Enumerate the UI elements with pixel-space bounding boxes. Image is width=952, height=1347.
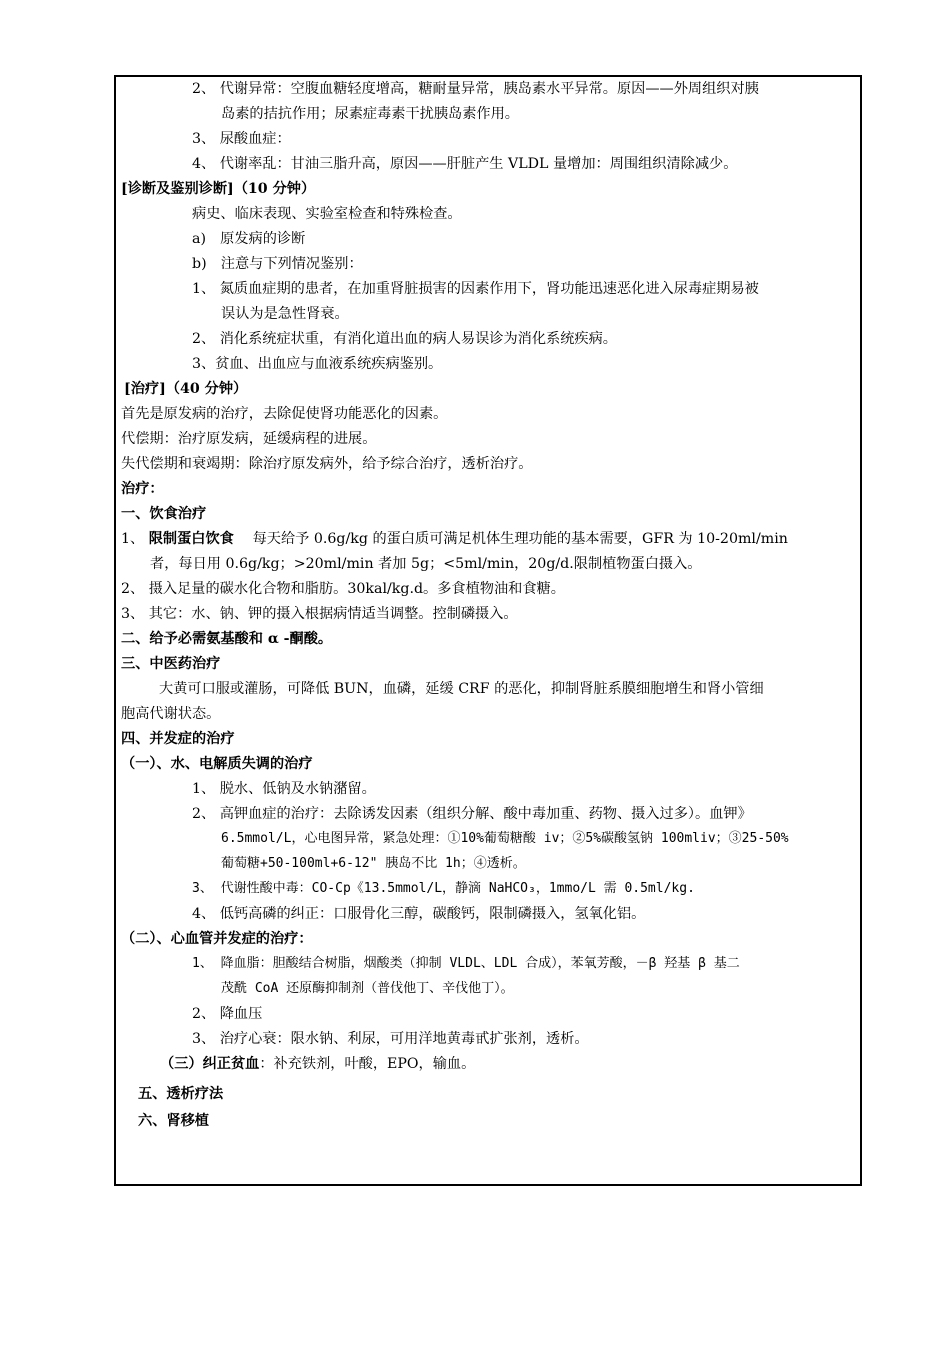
text-line: 2、 消化系统症状重，有消化道出血的病人易误诊为消化系统疾病。 — [192, 331, 617, 347]
text-line: 者，每日用 0.6g/kg；>20ml/min 者加 5g；<5ml/min，20g/d.限制植物蛋白摄入。 — [150, 556, 702, 572]
section-heading: 治疗： — [121, 481, 164, 497]
text-line: 1、 降血脂：胆酸结合树脂，烟酸类（抑制 VLDL、LDL 合成），苯氧芳酸，－β 羟基 β 基二 — [192, 956, 740, 971]
text-line: 4、 低钙高磷的纠正：口服骨化三醇，碳酸钙，限制磷摄入，氢氧化铝。 — [192, 906, 646, 922]
section-heading: 一、饮食治疗 — [121, 506, 207, 522]
text-run: ：补充铁剂，叶酸，EPO，输血。 — [259, 1056, 476, 1072]
text-line: 岛素的拮抗作用；尿素症毒素干扰胰岛素作用。 — [221, 106, 519, 122]
text-line: 胞高代谢状态。 — [121, 706, 221, 722]
text-line: 2、 代谢异常：空腹血糖轻度增高，糖耐量异常，胰岛素水平异常。原因——外周组织对胰 — [192, 81, 759, 97]
text-line — [160, 1054, 475, 1074]
section-heading: 六、肾移植 — [138, 1113, 209, 1129]
text-run: 每天给予 0.6g/kg 的蛋白质可满足机体生理功能的基本需要，GFR 为 10-20ml/min — [238, 531, 788, 547]
text-line: 3、 代谢性酸中毒：CO-Cp《13.5mmol/L，静滴 NaHCO₃，1mmo/L 需 0.5ml/kg. — [192, 881, 695, 896]
text-line: 2、 高钾血症的治疗：去除诱发因素（组织分解、酸中毒加重、药物、摄入过多）。血钾》 — [192, 806, 752, 822]
text-line: 3、 其它：水、钠、钾的摄入根据病情适当调整。控制磷摄入。 — [121, 606, 518, 622]
list-number: 1、 — [121, 531, 145, 547]
text-line: 4、 代谢率乱：甘油三脂升高，原因——肝脏产生 VLDL 量增加：周围组织清除减少。 — [192, 156, 738, 172]
text-line: 误认为是急性肾衰。 — [221, 306, 349, 322]
text-line: 6.5mmol/L，心电图异常，紧急处理：①10%葡萄糖酸 iv；②5%碳酸氢钠 100mliv；③25-50% — [221, 831, 789, 846]
section-heading: 五、透析疗法 — [138, 1086, 224, 1102]
section-heading: （二）、心血管并发症的治疗： — [121, 931, 313, 947]
bold-term: 限制蛋白饮食 — [148, 531, 234, 547]
text-line: 1、 氮质血症期的患者，在加重肾脏损害的因素作用下，肾功能迅速恶化进入尿毒症期易被 — [192, 281, 759, 297]
bold-term: （三）纠正贫血 — [160, 1056, 260, 1072]
text-line: 病史、临床表现、实验室检查和特殊检查。 — [192, 206, 462, 222]
text-line: 1、 脱水、低钠及水钠潴留。 — [192, 781, 376, 797]
text-line — [121, 529, 788, 549]
section-heading: （一）、水、电解质失调的治疗 — [121, 756, 313, 772]
section-heading: 四、并发症的治疗 — [121, 731, 235, 747]
section-heading: [诊断及鉴别诊断]（10 分钟） — [121, 181, 316, 197]
text-line: a) 原发病的诊断 — [192, 231, 306, 247]
text-line: 失代偿期和衰竭期：除治疗原发病外，给予综合治疗，透析治疗。 — [121, 456, 533, 472]
text-line: 2、 降血压 — [192, 1006, 263, 1022]
section-heading: [治疗]（40 分钟） — [124, 381, 248, 397]
text-line: 葡萄糖+50-100ml+6-12" 胰岛不比 1h；④透析。 — [221, 856, 526, 871]
text-line: 首先是原发病的治疗，去除促使肾功能恶化的因素。 — [121, 406, 448, 422]
text-line: 2、 摄入足量的碳水化合物和脂肪。30kal/kg.d。多食植物油和食糖。 — [121, 581, 565, 597]
text-line: b) 注意与下列情况鉴别： — [192, 256, 363, 272]
text-line: 3、贫血、出血应与血液系统疾病鉴别。 — [192, 356, 443, 372]
section-heading: 三、中医药治疗 — [121, 656, 221, 672]
text-line: 3、 治疗心衰：限水钠、利尿，可用洋地黄毒甙扩张剂，透析。 — [192, 1031, 589, 1047]
section-heading: 二、给予必需氨基酸和 α -酮酸。 — [121, 631, 333, 647]
text-line: 3、 尿酸血症： — [192, 131, 291, 147]
text-line: 代偿期：治疗原发病，延缓病程的进展。 — [121, 431, 377, 447]
text-line: 茂酰 CoA 还原酶抑制剂（普伐他丁、辛伐他丁）。 — [221, 981, 514, 996]
text-line: 大黄可口服或灌肠，可降低 BUN，血磷，延缓 CRF 的恶化，抑制肾脏系膜细胞增生和肾小管细 — [159, 681, 764, 697]
